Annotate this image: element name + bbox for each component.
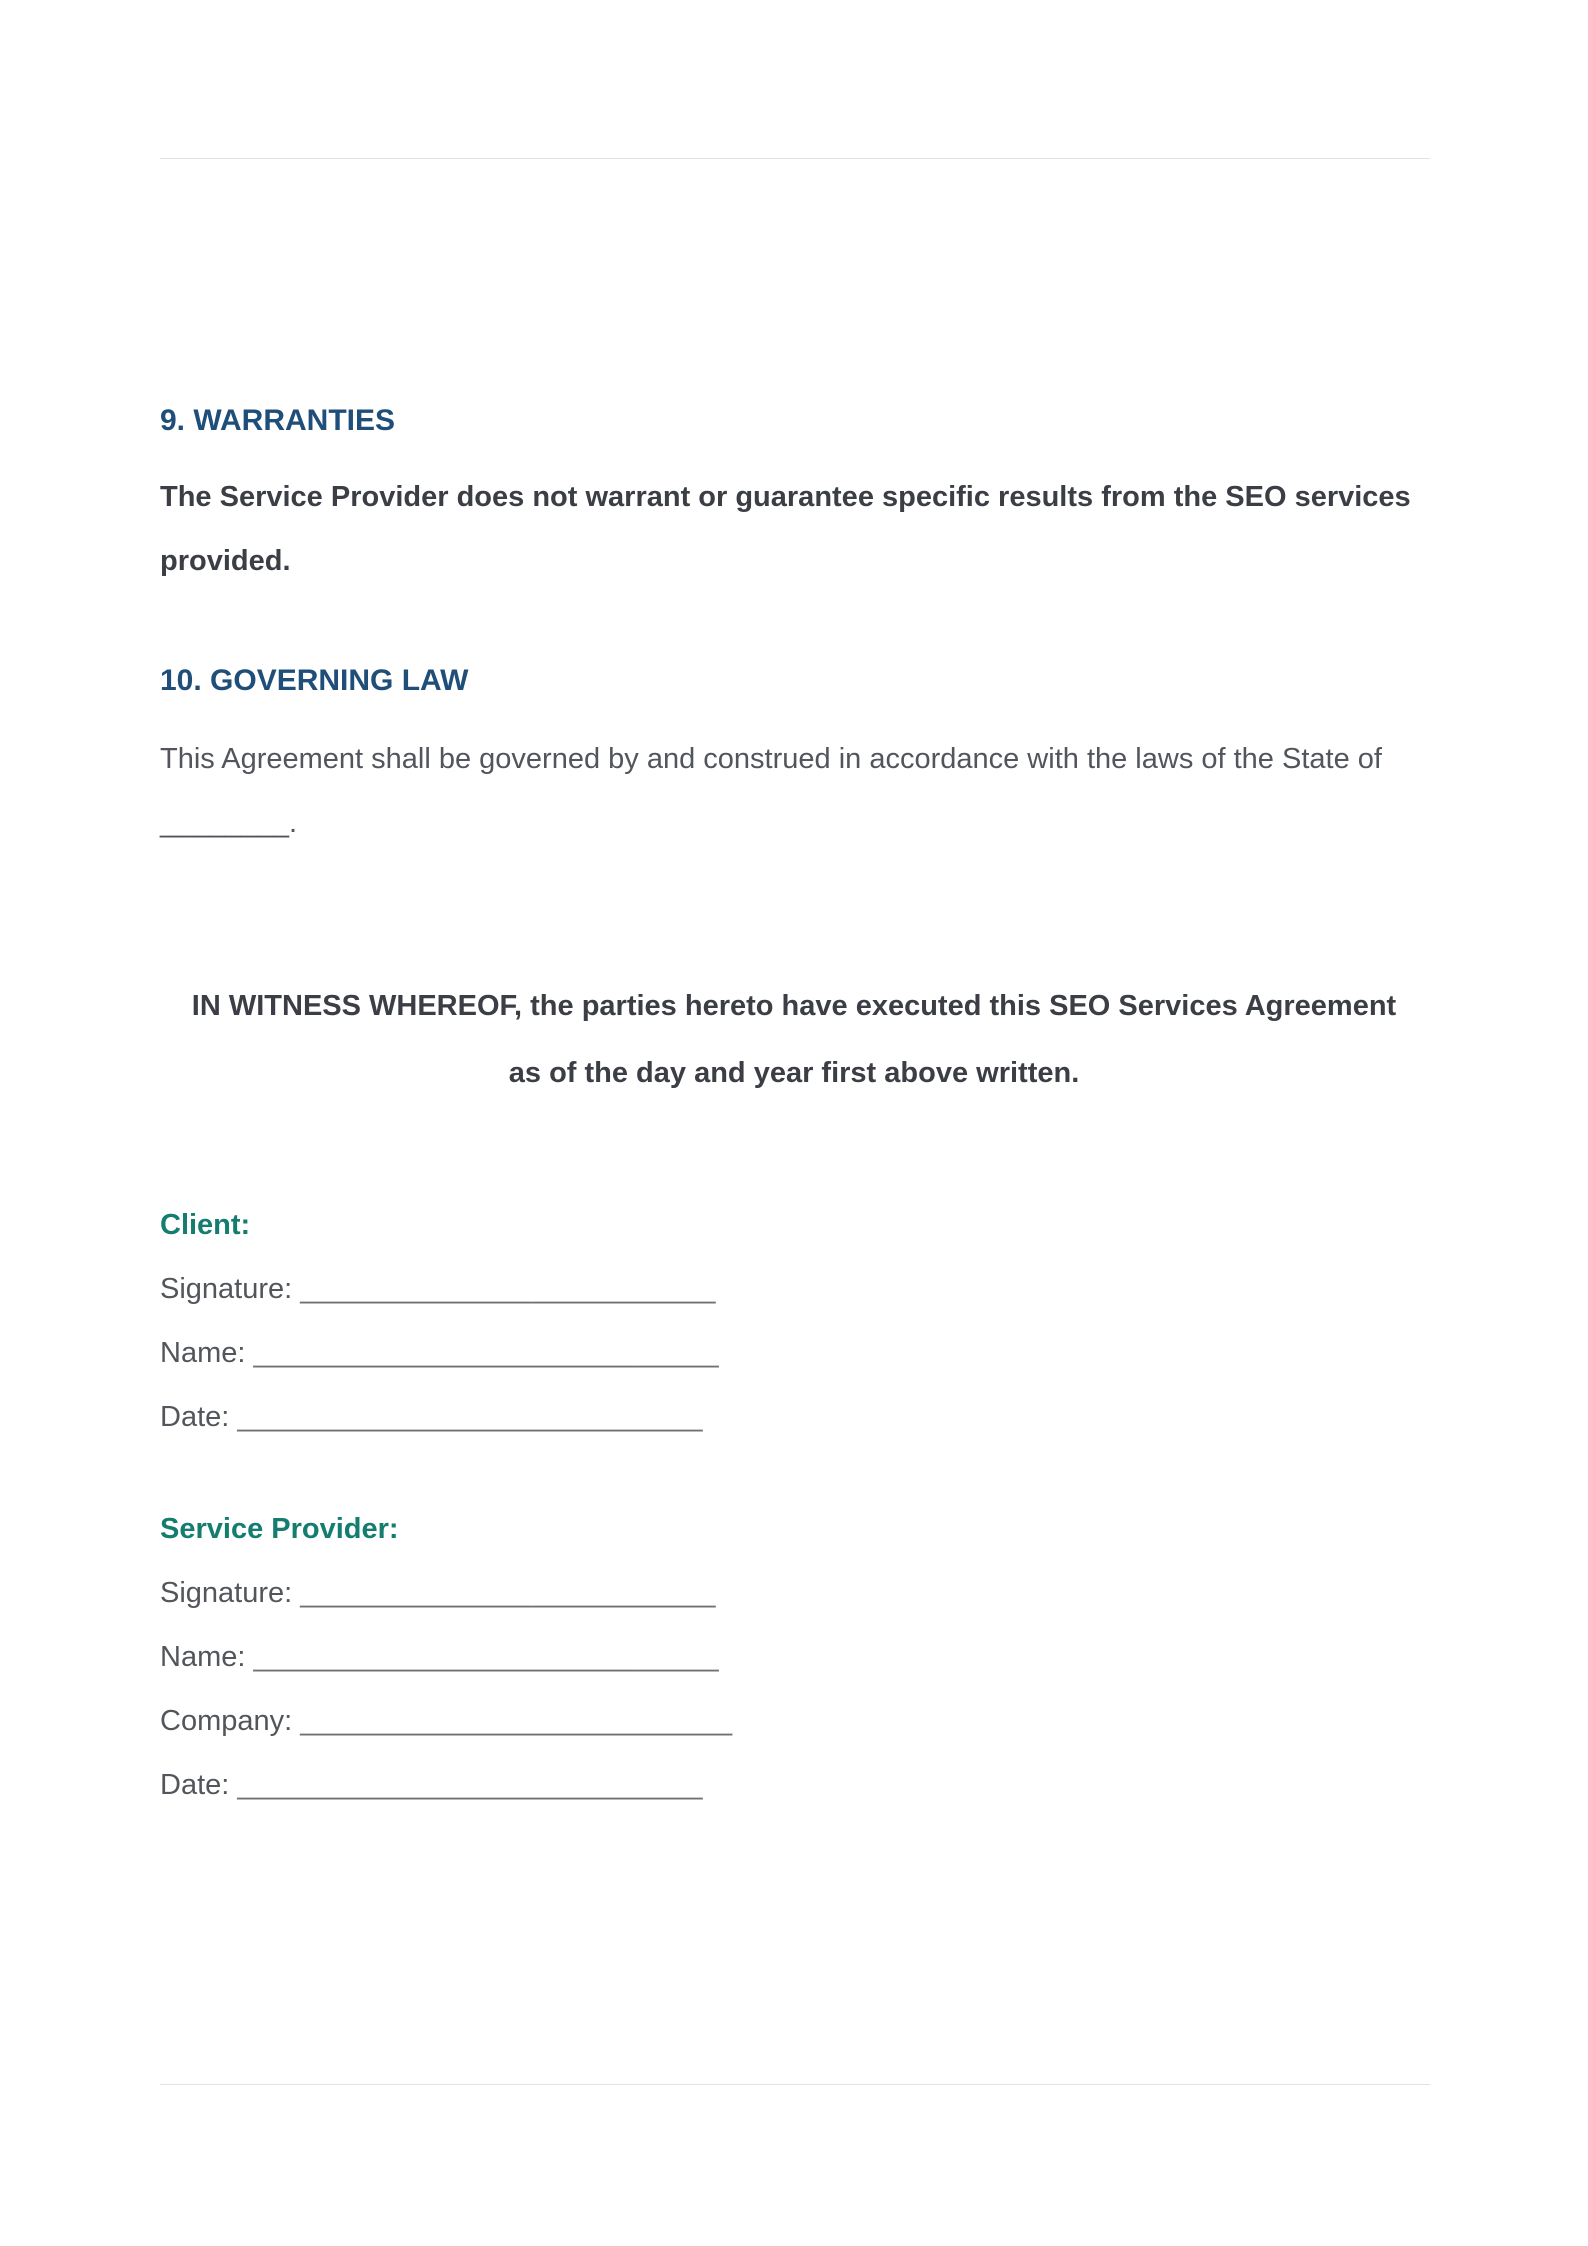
signature-label: Signature: bbox=[160, 1273, 293, 1305]
provider-company-row bbox=[160, 1689, 1428, 1753]
signature-label: Signature: bbox=[160, 1577, 293, 1609]
client-signature-fields bbox=[160, 1257, 1428, 1449]
witness-clause: IN WITNESS WHEREOF, the parties hereto have executed this SEO Services Agreement as of the day and year first above written. bbox=[191, 990, 1397, 1089]
service-provider-block-title: Service Provider: bbox=[160, 1513, 399, 1545]
warranties-heading: 9. WARRANTIES bbox=[160, 404, 396, 437]
name-label: Name: bbox=[160, 1641, 246, 1673]
name-line: ____________________________ bbox=[253, 1641, 720, 1673]
name-line: ____________________________ bbox=[253, 1337, 720, 1369]
client-date-row bbox=[160, 1385, 1428, 1449]
provider-signature-row bbox=[160, 1561, 1428, 1625]
client-name-row bbox=[160, 1321, 1428, 1385]
bottom-divider bbox=[160, 2084, 1430, 2085]
service-provider-signature-block bbox=[160, 1511, 1428, 1817]
top-divider bbox=[160, 158, 1430, 159]
date-line: ____________________________ bbox=[237, 1769, 703, 1801]
client-signature-block bbox=[160, 1207, 1428, 1449]
company-line: __________________________ bbox=[300, 1705, 733, 1737]
provider-date-row bbox=[160, 1753, 1428, 1817]
company-label: Company: bbox=[160, 1705, 293, 1737]
governing-law-heading: 10. GOVERNING LAW bbox=[160, 664, 469, 697]
name-label: Name: bbox=[160, 1337, 246, 1369]
warranties-body: The Service Provider does not warrant or guarantee specific results from the SEO services provided. bbox=[160, 481, 1411, 577]
signature-line: _________________________ bbox=[300, 1273, 716, 1305]
service-provider-signature-fields bbox=[160, 1561, 1428, 1817]
client-block-title: Client: bbox=[160, 1209, 251, 1241]
provider-name-row bbox=[160, 1625, 1428, 1689]
date-label: Date: bbox=[160, 1401, 230, 1433]
date-label: Date: bbox=[160, 1769, 230, 1801]
signature-line: _________________________ bbox=[300, 1577, 716, 1609]
client-signature-row bbox=[160, 1257, 1428, 1321]
date-line: ____________________________ bbox=[237, 1401, 703, 1433]
governing-law-body: This Agreement shall be governed by and construed in accordance with the laws of the State of ________. bbox=[160, 743, 1382, 839]
